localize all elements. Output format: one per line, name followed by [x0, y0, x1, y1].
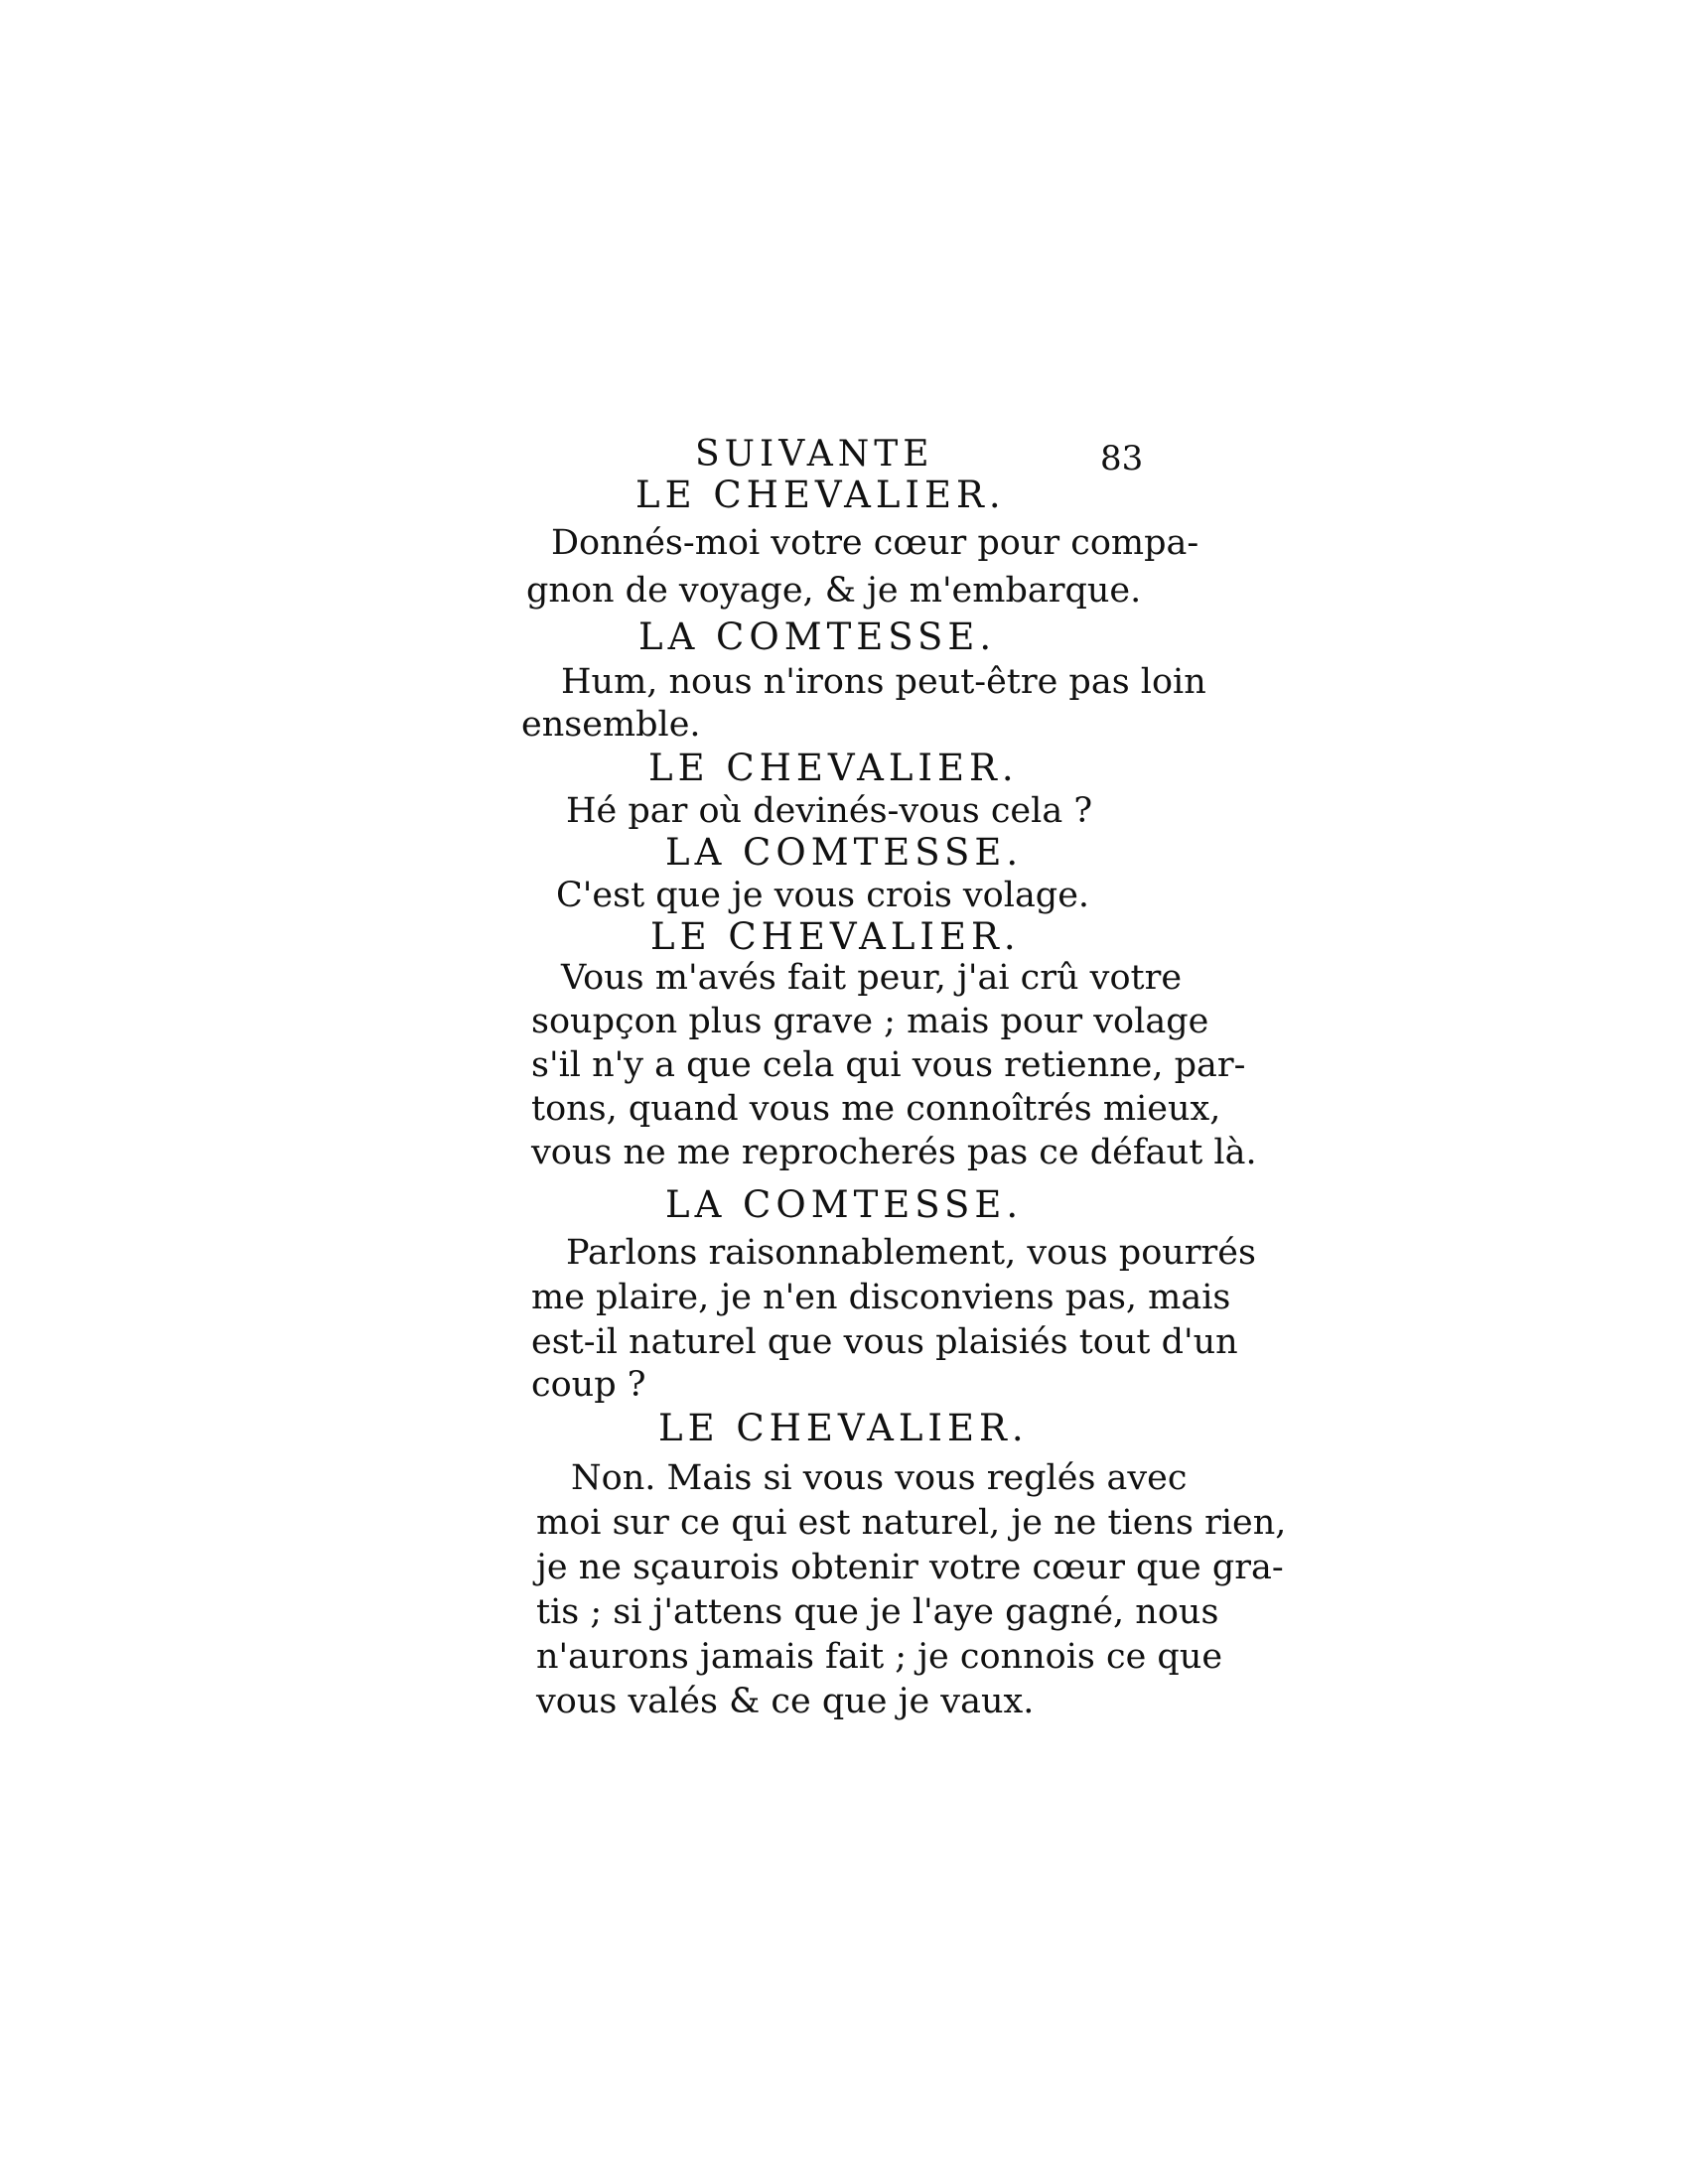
dialogue-line: Non. Mais si vous vous reglés avec [571, 1458, 1188, 1498]
dialogue-line: s'il n'y a que cela qui vous retienne, par- [531, 1045, 1246, 1085]
dialogue-line: C'est que je vous crois volage. [556, 876, 1090, 915]
speaker-name: LE CHEVALIER. [648, 747, 1019, 789]
speaker-name: LA COMTESSE. [665, 831, 1024, 874]
speaker-name: LE CHEVALIER. [635, 474, 1006, 516]
dialogue-line: est-il naturel que vous plaisiés tout d'un [531, 1322, 1238, 1362]
dialogue-line: coup ? [531, 1365, 646, 1405]
speaker-name: LA COMTESSE. [638, 615, 997, 658]
dialogue-line: vous valés & ce que je vaux. [536, 1682, 1035, 1721]
running-title: SUIVANTE [695, 434, 934, 475]
speaker-name: LE CHEVALIER. [658, 1407, 1029, 1449]
dialogue-line: moi sur ce qui est naturel, je ne tiens rien, [536, 1503, 1287, 1543]
page-number: 83 [1100, 439, 1144, 478]
dialogue-line: Donnés-moi votre cœur pour compa- [551, 523, 1199, 563]
dialogue-line: Vous m'avés fait peur, j'ai crû votre [561, 958, 1183, 998]
dialogue-line: tis ; si j'attens que je l'aye gagné, nous [536, 1592, 1219, 1632]
dialogue-line: tons, quand vous me connoîtrés mieux, [531, 1089, 1221, 1129]
dialogue-line: vous ne me reprocherés pas ce défaut là. [531, 1133, 1257, 1172]
dialogue-line: me plaire, je n'en disconviens pas, mais [531, 1278, 1231, 1317]
dialogue-line: n'aurons jamais fait ; je connois ce que [536, 1637, 1223, 1677]
dialogue-line: soupçon plus grave ; mais pour volage [531, 1002, 1209, 1041]
speaker-name: LE CHEVALIER. [650, 915, 1021, 958]
speaker-name: LA COMTESSE. [665, 1183, 1024, 1226]
dialogue-line: ensemble. [521, 705, 701, 745]
dialogue-line: Parlons raisonnablement, vous pourrés [566, 1233, 1256, 1273]
dialogue-line: je ne sçaurois obtenir votre cœur que gra- [536, 1548, 1284, 1587]
dialogue-line: gnon de voyage, & je m'embarque. [526, 571, 1142, 611]
dialogue-line: Hum, nous n'irons peut-être pas loin [561, 662, 1206, 702]
dialogue-line: Hé par où devinés-vous cela ? [566, 791, 1093, 831]
